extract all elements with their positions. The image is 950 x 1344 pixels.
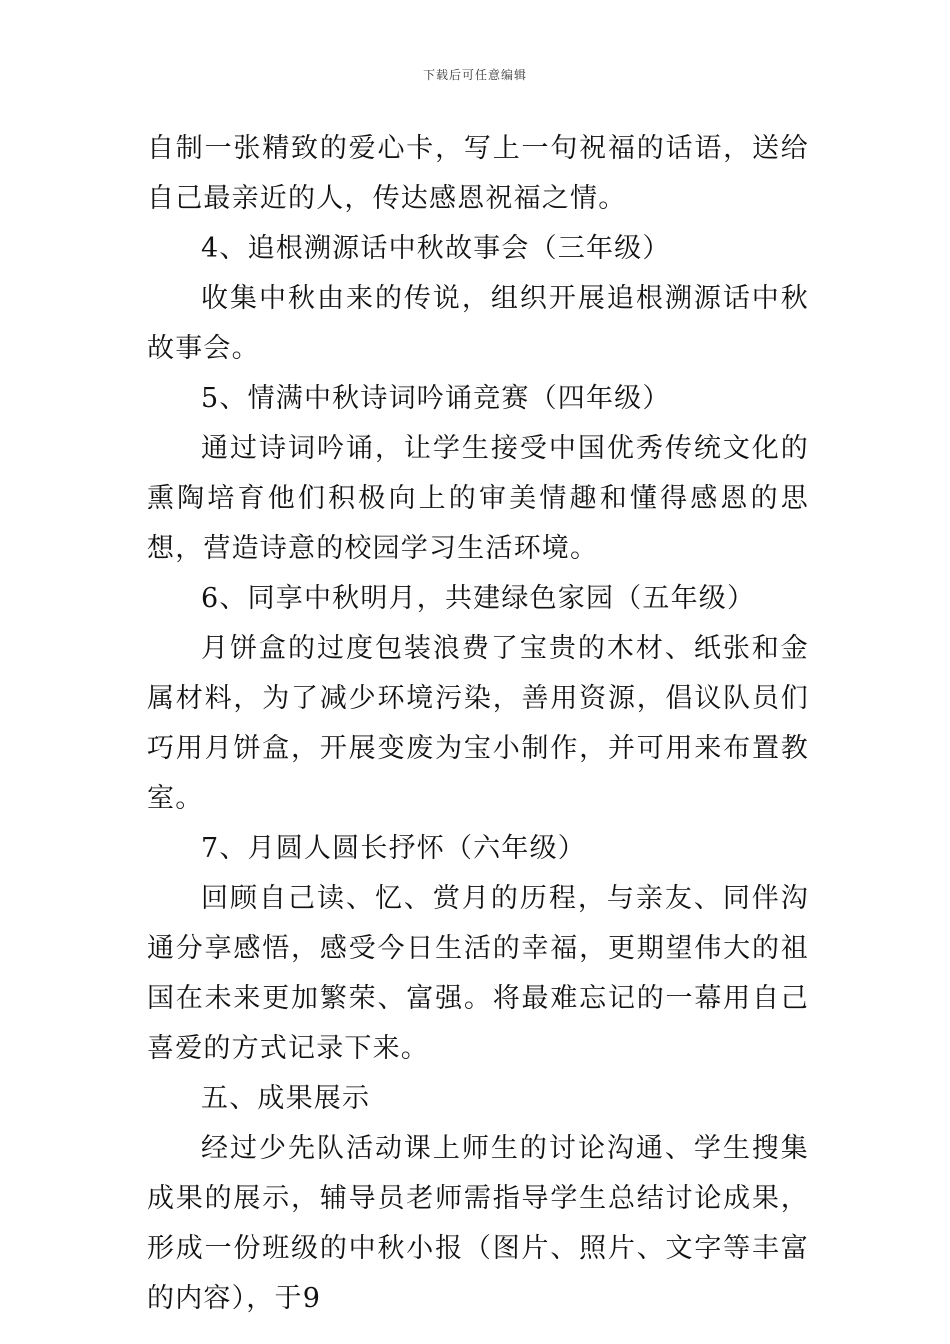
section-heading-results: 五、成果展示 [201, 1083, 371, 1114]
page-header: 下载后可任意编辑 [422, 68, 527, 82]
paragraph-activity-5: 通过诗词吟诵，让学生接受中国优秀传统文化的熏陶培育他们积极向上的审美情趣和懂得感恩的思想，营造诗意的校园学习生活环境。 [147, 433, 809, 564]
paragraph-results: 经过少先队活动课上师生的讨论沟通、学生搜集成果的展示，辅导员老师需指导学生总结讨论成果，形成一份班级的中秋小报（图片、照片、文字等丰富的内容），于9 [147, 1133, 809, 1314]
heading-activity-5: 5、情满中秋诗词吟诵竞赛（四年级） [201, 383, 671, 414]
heading-activity-4: 4、追根溯源话中秋故事会（三年级） [201, 233, 671, 264]
paragraph-activity-4: 收集中秋由来的传说，组织开展追根溯源话中秋故事会。 [147, 283, 809, 364]
paragraph-activity-6: 月饼盒的过度包装浪费了宝贵的木材、纸张和金属材料，为了减少环境污染，善用资源，倡议队员们巧用月饼盒，开展变废为宝小制作，并可用来布置教室。 [147, 633, 809, 814]
paragraph-activity-7: 回顾自己读、忆、赏月的历程，与亲友、同伴沟通分享感悟，感受今日生活的幸福，更期望伟大的祖国在未来更加繁荣、富强。将最难忘记的一幕用自己喜爱的方式记录下来。 [147, 883, 809, 1064]
heading-activity-6: 6、同享中秋明月，共建绿色家园（五年级） [201, 583, 756, 614]
paragraph-love-card: 自制一张精致的爱心卡，写上一句祝福的话语，送给自己最亲近的人，传达感恩祝福之情。 [147, 133, 809, 214]
document-body [147, 124, 809, 1324]
heading-activity-7: 7、月圆人圆长抒怀（六年级） [201, 833, 586, 864]
